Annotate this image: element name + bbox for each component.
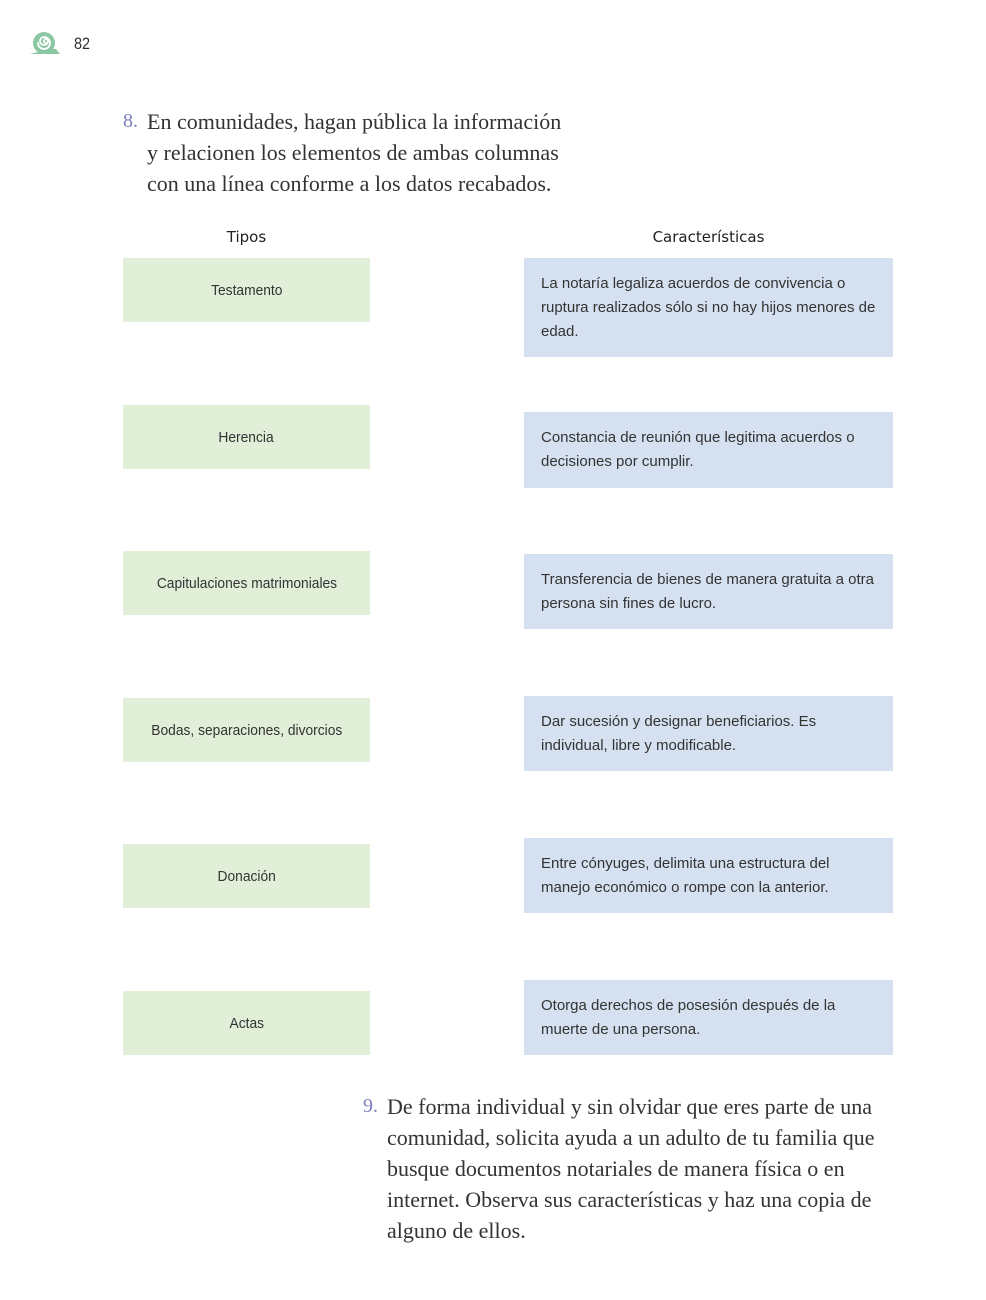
tipos-column-title: Tipos — [226, 228, 267, 246]
activity-9-line: comunidad, solicita ayuda a un adulto de tu familia que — [387, 1125, 875, 1150]
activity-9-line: internet. Observa sus características y haz una copia de — [387, 1187, 872, 1212]
tipo-label: Actas — [229, 1014, 264, 1032]
activity-8-line: con una línea conforme a los datos recabados. — [147, 171, 552, 196]
tipo-box-herencia[interactable] — [123, 405, 370, 469]
caracteristica-text: Entre cónyuges, delimita una estructura del manejo económico o rompe con la anterior. — [541, 854, 830, 896]
caracteristica-text: Constancia de reunión que legitima acuerdos o decisiones por cumplir. — [541, 429, 855, 470]
tipo-label: Bodas, separaciones, divorcios — [150, 721, 343, 739]
snail-shell-icon — [28, 30, 62, 58]
caracteristica-box-5[interactable] — [524, 838, 893, 913]
caracteristica-text: Otorga derechos de posesión después de la muerte de una persona. — [541, 996, 836, 1038]
tipo-label: Donación — [217, 867, 276, 885]
page-header — [28, 30, 93, 58]
activity-8-line: En comunidades, hagan pública la información — [147, 109, 562, 134]
caracteristica-box-3[interactable] — [524, 554, 893, 629]
caracteristicas-column-title: Características — [652, 228, 765, 246]
caracteristica-text: Transferencia de bienes de manera gratuita a otra persona sin fines de lucro. — [541, 570, 874, 612]
caracteristica-box-4[interactable] — [524, 696, 893, 771]
tipo-box-bodas[interactable] — [123, 698, 370, 762]
tipo-label: Herencia — [218, 428, 275, 446]
caracteristica-box-2[interactable] — [524, 412, 893, 488]
activity-9-number: 9. — [363, 1095, 378, 1117]
caracteristica-text: Dar sucesión y designar beneficiarios. Es individual, libre y modificable. — [541, 712, 817, 754]
page-number: 82 — [74, 34, 91, 53]
activity-9-line: busque documentos notariales de manera física o en — [387, 1156, 845, 1181]
activity-9-instruction — [363, 1091, 875, 1246]
tipo-box-donacion[interactable] — [123, 844, 370, 908]
caracteristica-box-1[interactable] — [524, 258, 893, 357]
activity-8-instruction — [123, 106, 562, 199]
tipo-box-testamento[interactable] — [123, 258, 370, 322]
activity-8-line: y relacionen los elementos de ambas columnas — [147, 140, 559, 165]
tipo-box-capitulaciones[interactable] — [123, 551, 370, 615]
tipo-label: Testamento — [210, 281, 283, 299]
caracteristica-text: La notaría legaliza acuerdos de convivencia o ruptura realizados sólo si no hay hijos menores de edad. — [541, 274, 876, 340]
activity-9-line: De forma individual y sin olvidar que eres parte de una — [387, 1094, 873, 1119]
activity-9-line: alguno de ellos. — [387, 1218, 526, 1243]
activity-8-number: 8. — [123, 110, 138, 132]
tipo-label: Capitulaciones matrimoniales — [156, 574, 337, 592]
tipo-box-actas[interactable] — [123, 991, 370, 1055]
caracteristica-box-6[interactable] — [524, 980, 893, 1055]
